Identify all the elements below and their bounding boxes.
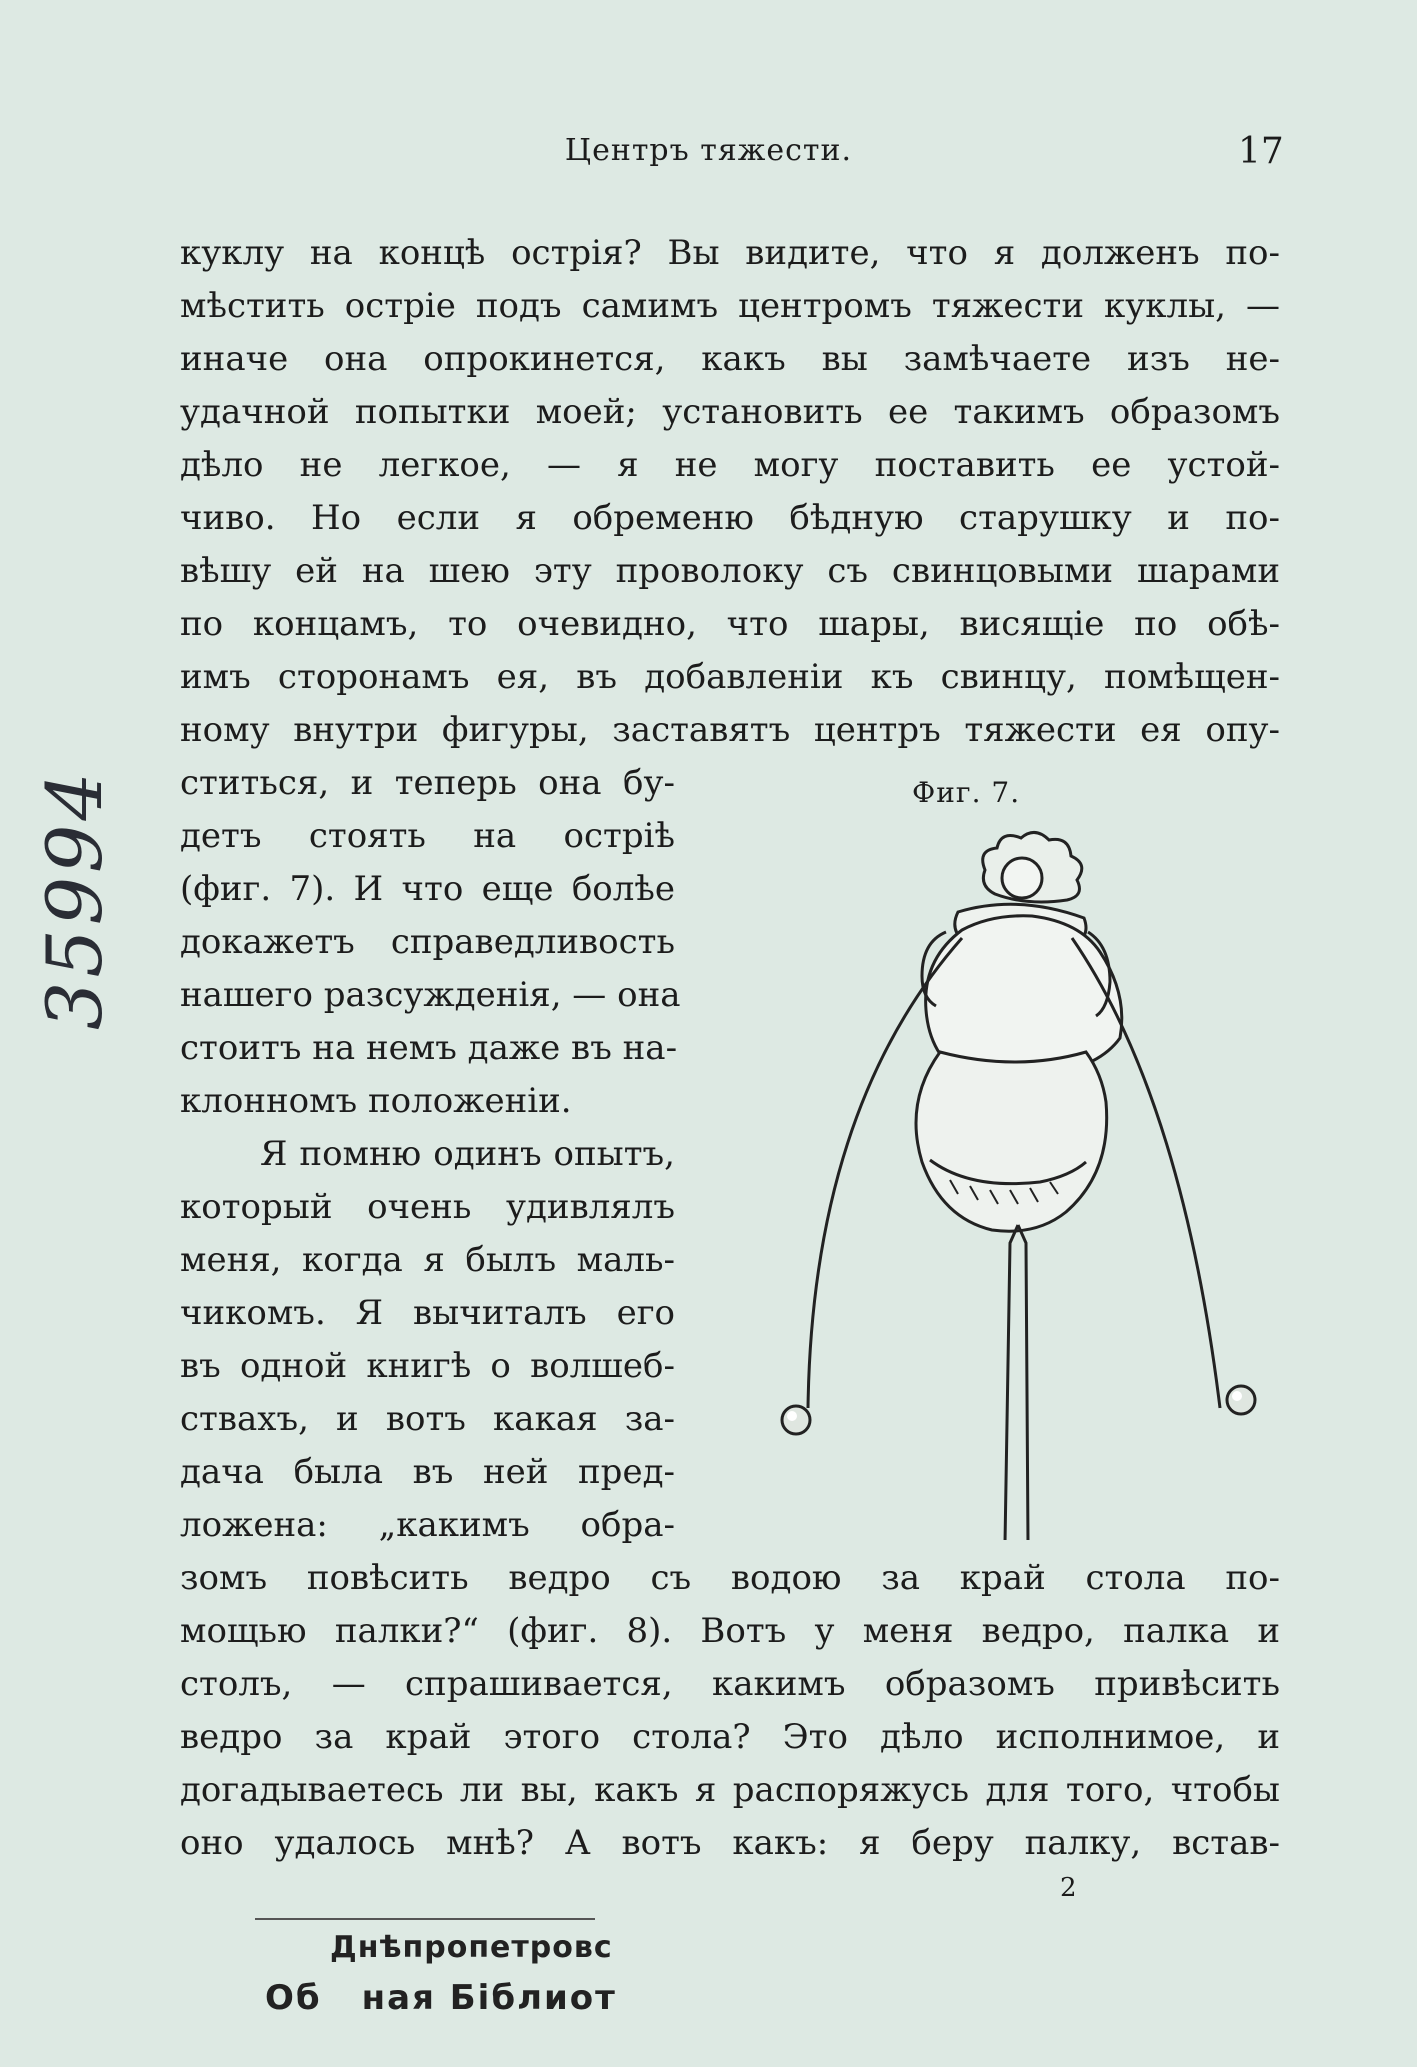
text-line: ствахъ, и вотъ какая за- [180, 1399, 675, 1439]
text-line: въ одной книгѣ о волшеб- [180, 1346, 675, 1386]
running-title: Центръ тяжести. [564, 133, 853, 168]
doll-skirt [916, 1052, 1107, 1231]
text-line: догадываетесь ли вы, какъ я распоряжусь для того, чтобы [180, 1770, 1280, 1810]
text-line: который очень удивлялъ [180, 1187, 675, 1227]
doll-on-point-illustration [700, 820, 1290, 1540]
text-line: Я помню одинъ опытъ, [260, 1134, 675, 1174]
text-line: мощью палки?“ (фиг. 8). Вотъ у меня ведро, палка и [180, 1611, 1280, 1651]
text-line: (фиг. 7). И что еще болѣе [180, 869, 675, 909]
text-line: вѣшу ей на шею эту проволоку съ свинцовыми шарами [180, 551, 1280, 591]
stamp-line-1: Днѣпропетровс [330, 1930, 613, 1965]
text-line: чиво. Но если я обременю бѣдную старушку и по- [180, 498, 1280, 538]
text-line: ложена: „какимъ обра- [180, 1505, 675, 1545]
text-line: ститься, и теперь она бу- [180, 763, 675, 803]
doll-head [1002, 858, 1042, 898]
stand-point [1005, 1225, 1028, 1540]
text-line: стоитъ на немъ даже въ на- [180, 1028, 678, 1068]
text-line: ведро за край этого стола? Это дѣло исполнимое, и [180, 1717, 1280, 1757]
text-line: ному внутри фигуры, заставятъ центръ тяжести ея опу- [180, 710, 1280, 750]
text-line: иначе она опрокинется, какъ вы замѣчаете изъ не- [180, 339, 1280, 379]
text-line: нашего разсужденія, — она [180, 975, 681, 1015]
text-line: чикомъ. Я вычиталъ его [180, 1293, 675, 1333]
doll-body [926, 916, 1122, 1077]
text-line: мѣстить остріе подъ самимъ центромъ тяжести куклы, — [180, 286, 1280, 326]
stamp-line-2-a: Об [265, 1978, 322, 2018]
text-line: меня, когда я былъ маль- [180, 1240, 675, 1280]
text-line: оно удалось мнѣ? А вотъ какъ: я беру палку, встав- [180, 1823, 1280, 1863]
handwritten-inventory-number: 35994 [30, 768, 119, 1030]
text-line: детъ стоять на остріѣ [180, 816, 675, 856]
stamp-line-2-b: ная Біблиот [361, 1978, 617, 2018]
stamp-rule [255, 1918, 595, 1920]
text-line: зомъ повѣсить ведро съ водою за край стола по- [180, 1558, 1280, 1598]
text-line: имъ сторонамъ ея, въ добавленіи къ свинцу, помѣщен- [180, 657, 1280, 697]
text-line: клонномъ положеніи. [180, 1081, 572, 1121]
weight-ball-left [782, 1406, 810, 1434]
signature-mark: 2 [1060, 1873, 1077, 1903]
text-line: по концамъ, то очевидно, что шары, висящіе по обѣ- [180, 604, 1280, 644]
figure-caption: Фиг. 7. [912, 776, 1021, 809]
text-line: докажетъ справедливость [180, 922, 675, 962]
library-stamp [255, 1918, 735, 2028]
text-line: куклу на концѣ острія? Вы видите, что я долженъ по- [180, 233, 1280, 273]
text-line: дача была въ ней пред- [180, 1452, 675, 1492]
text-line: дѣло не легкое, — я не могу поставить ее устой- [180, 445, 1280, 485]
text-line: столъ, — спрашивается, какимъ образомъ привѣсить [180, 1664, 1280, 1704]
page-number: 17 [1238, 131, 1284, 172]
stamp-line-2 [265, 1978, 617, 2018]
text-line: удачной попытки моей; установить ее такимъ образомъ [180, 392, 1280, 432]
weight-ball-right [1227, 1386, 1255, 1414]
